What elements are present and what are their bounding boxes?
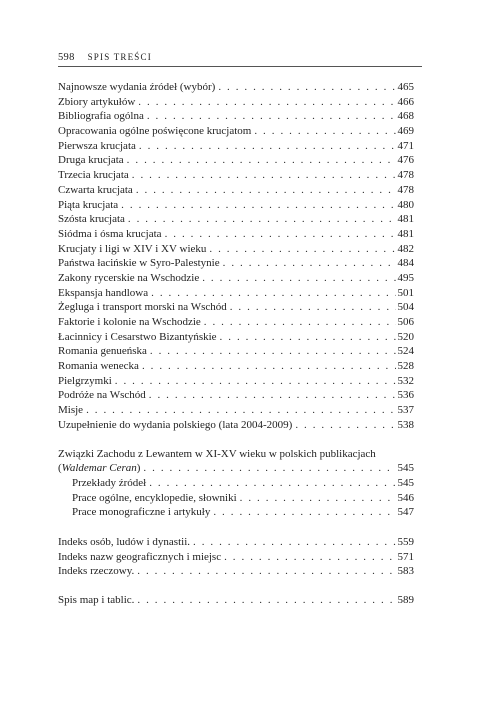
leader-dots bbox=[202, 271, 395, 286]
leader-dots bbox=[86, 403, 395, 418]
leader-dots bbox=[132, 168, 396, 183]
toc-entry[interactable] bbox=[58, 550, 414, 565]
page-number: 598 bbox=[58, 52, 75, 63]
toc-entry-page: 532 bbox=[397, 374, 414, 387]
toc-entry-page: 476 bbox=[397, 154, 414, 167]
toc-entry-page: 504 bbox=[397, 301, 414, 314]
leader-dots bbox=[137, 564, 395, 579]
toc-entry-page: 465 bbox=[397, 81, 414, 93]
toc-entry-page: 478 bbox=[397, 183, 414, 196]
leader-dots bbox=[149, 476, 395, 491]
leader-dots bbox=[151, 286, 395, 301]
toc-entry[interactable] bbox=[58, 80, 414, 95]
toc-entry[interactable] bbox=[58, 330, 414, 345]
toc-entry-page: 559 bbox=[397, 535, 414, 548]
toc-entry-title: Żegluga i transport morski na Wschód bbox=[58, 301, 227, 314]
toc-entry-title: Romania wenecka bbox=[58, 360, 139, 373]
toc-entry[interactable] bbox=[58, 198, 414, 213]
toc-entry-title: Faktorie i kolonie na Wschodzie bbox=[58, 316, 201, 328]
toc-subentry[interactable] bbox=[58, 476, 414, 491]
toc-entry-title: Uzupełnienie do wydania polskiego (lata 2004-2009) bbox=[58, 418, 293, 431]
toc-entry-title: Romania genueńska bbox=[58, 345, 147, 358]
toc-entry-title: Indeks nazw geograficznych i miejsc bbox=[58, 550, 222, 563]
toc-entry-title: Łacinnicy i Cesarstwo Bizantyńskie bbox=[58, 330, 217, 343]
toc-subentry[interactable] bbox=[58, 491, 414, 506]
leader-dots bbox=[137, 593, 395, 608]
toc-entry-title: Bibliografia ogólna bbox=[58, 110, 144, 123]
toc-entry[interactable] bbox=[58, 242, 414, 257]
toc-section-polish-publications bbox=[58, 447, 414, 520]
toc-entry[interactable] bbox=[58, 535, 414, 550]
toc-entry[interactable] bbox=[58, 139, 414, 154]
toc-entry[interactable] bbox=[58, 315, 414, 330]
toc-entry[interactable] bbox=[58, 168, 414, 183]
toc-entry-page: 583 bbox=[397, 565, 414, 578]
toc-entry[interactable] bbox=[58, 95, 414, 110]
toc-entry-title: Zakony rycerskie na Wschodzie bbox=[58, 271, 200, 284]
toc-entry-title: Państwa łacińskie w Syro-Palestynie bbox=[58, 257, 220, 270]
toc-entry-page: 589 bbox=[397, 594, 414, 606]
toc-entry-page: 484 bbox=[397, 257, 414, 270]
toc-entry[interactable] bbox=[58, 212, 414, 227]
header-rule bbox=[58, 66, 422, 67]
toc-entry[interactable] bbox=[58, 286, 414, 301]
toc-entry-title: Prace monograficzne i artykuły bbox=[72, 506, 211, 519]
toc-entry[interactable] bbox=[58, 374, 414, 389]
toc-entry[interactable] bbox=[58, 109, 414, 124]
toc-entry[interactable] bbox=[58, 403, 414, 418]
leader-dots bbox=[220, 330, 396, 345]
toc-entry[interactable] bbox=[58, 153, 414, 168]
leader-dots bbox=[121, 198, 395, 213]
toc-entry-page: 538 bbox=[397, 418, 414, 431]
toc-entry-page: 545 bbox=[397, 476, 414, 489]
toc-entry-page: 478 bbox=[397, 169, 414, 182]
leader-dots bbox=[165, 227, 396, 242]
leader-dots bbox=[230, 300, 396, 315]
toc-entry-page: 501 bbox=[397, 286, 414, 299]
toc-entry-title-line: Związki Zachodu z Lewantem w XI-XV wieku w polskich publikacjach bbox=[58, 447, 376, 460]
toc-section-maps bbox=[58, 593, 414, 608]
toc-entry-page: 471 bbox=[397, 139, 414, 152]
leader-dots bbox=[209, 242, 395, 257]
leader-dots bbox=[147, 109, 396, 124]
toc-entry-page: 524 bbox=[397, 345, 414, 358]
toc-entry[interactable] bbox=[58, 418, 414, 433]
toc-entry-title: Pielgrzymki bbox=[58, 374, 112, 387]
toc-entry-author: (Waldemar Ceran) bbox=[58, 462, 141, 475]
toc-entry[interactable] bbox=[58, 461, 414, 476]
leader-dots bbox=[149, 388, 396, 403]
leader-dots bbox=[295, 418, 395, 433]
author-name: Waldemar Ceran bbox=[61, 462, 137, 475]
toc-entry-page: 546 bbox=[397, 491, 414, 504]
leader-dots bbox=[136, 183, 396, 198]
table-of-contents bbox=[58, 80, 414, 608]
toc-entry-page: 571 bbox=[397, 550, 414, 563]
toc-entry-page: 547 bbox=[397, 506, 414, 519]
leader-dots bbox=[115, 374, 396, 389]
toc-section-indexes bbox=[58, 535, 414, 579]
leader-dots bbox=[254, 124, 395, 139]
toc-entry[interactable] bbox=[58, 227, 414, 242]
toc-entry-title: Trzecia krucjata bbox=[58, 169, 129, 182]
toc-entry-title: Zbiory artykułów bbox=[58, 95, 136, 108]
toc-entry-title: Opracowania ogólne poświęcone krucjatom bbox=[58, 125, 252, 138]
toc-entry-page: 482 bbox=[397, 242, 414, 255]
toc-entry-page: 481 bbox=[397, 213, 414, 226]
toc-entry[interactable] bbox=[58, 271, 414, 286]
toc-entry-title: Siódma i ósma krucjata bbox=[58, 227, 162, 240]
running-header bbox=[58, 52, 422, 63]
toc-entry[interactable] bbox=[58, 593, 414, 608]
leader-dots bbox=[127, 153, 396, 168]
toc-subentry[interactable] bbox=[58, 505, 414, 520]
leader-dots bbox=[128, 212, 396, 227]
toc-entry-title: Piąta krucjata bbox=[58, 198, 119, 211]
toc-entry-title: Druga krucjata bbox=[58, 154, 124, 167]
toc-subentries bbox=[58, 476, 414, 520]
toc-entry[interactable] bbox=[58, 124, 414, 139]
toc-entry-page: 468 bbox=[397, 110, 414, 123]
toc-entry-title: Spis map i tablic. bbox=[58, 594, 135, 606]
toc-entry-title: Pierwsza krucjata bbox=[58, 139, 136, 152]
leader-dots bbox=[224, 550, 395, 565]
toc-entry-page: 536 bbox=[397, 389, 414, 402]
toc-entry-page: 528 bbox=[397, 360, 414, 373]
leader-dots bbox=[138, 95, 395, 110]
leader-dots bbox=[139, 139, 396, 154]
toc-entry[interactable] bbox=[58, 564, 414, 579]
toc-entry-page: 480 bbox=[397, 198, 414, 211]
toc-entry[interactable] bbox=[58, 344, 414, 359]
leader-dots bbox=[143, 461, 395, 476]
leader-dots bbox=[218, 80, 395, 95]
toc-entry-page: 481 bbox=[397, 227, 414, 240]
toc-entry[interactable] bbox=[58, 388, 414, 403]
toc-entry-page: 469 bbox=[397, 125, 414, 138]
toc-entry-title: Najnowsze wydania źródeł (wybór) bbox=[58, 81, 216, 93]
toc-entry[interactable] bbox=[58, 183, 414, 198]
toc-entry-title: Przekłady źródeł bbox=[72, 476, 147, 489]
toc-entry-title: Indeks osób, ludów i dynastii. bbox=[58, 535, 190, 548]
toc-entry-title: Ekspansja handlowa bbox=[58, 286, 149, 299]
toc-entry-page: 466 bbox=[397, 95, 414, 108]
toc-entry-page: 520 bbox=[397, 330, 414, 343]
toc-entry-title: Krucjaty i ligi w XIV i XV wieku bbox=[58, 242, 207, 255]
toc-entry-page: 495 bbox=[397, 271, 414, 284]
toc-entry-page: 537 bbox=[397, 404, 414, 417]
leader-dots bbox=[193, 535, 396, 550]
toc-entry-title: Podróże na Wschód bbox=[58, 389, 146, 402]
leader-dots bbox=[223, 256, 396, 271]
leader-dots bbox=[204, 315, 396, 330]
leader-dots bbox=[213, 505, 395, 520]
toc-section-main bbox=[58, 80, 414, 433]
toc-entry-page: 545 bbox=[397, 462, 414, 475]
toc-entry[interactable] bbox=[58, 359, 414, 374]
toc-entry-title: Czwarta krucjata bbox=[58, 183, 133, 196]
leader-dots bbox=[150, 344, 396, 359]
leader-dots bbox=[240, 491, 396, 506]
leader-dots bbox=[142, 359, 396, 374]
toc-entry[interactable] bbox=[58, 256, 414, 271]
toc-entry[interactable] bbox=[58, 300, 414, 315]
toc-entry-page: 506 bbox=[397, 316, 414, 328]
toc-entry-title: Misje bbox=[58, 404, 84, 417]
toc-entry-title: Prace ogólne, encyklopedie, słowniki bbox=[72, 491, 237, 504]
toc-entry-title: Indeks rzeczowy. bbox=[58, 565, 135, 578]
running-title: SPIS TREŚCI bbox=[87, 52, 152, 62]
toc-entry-title: Szósta krucjata bbox=[58, 213, 125, 226]
